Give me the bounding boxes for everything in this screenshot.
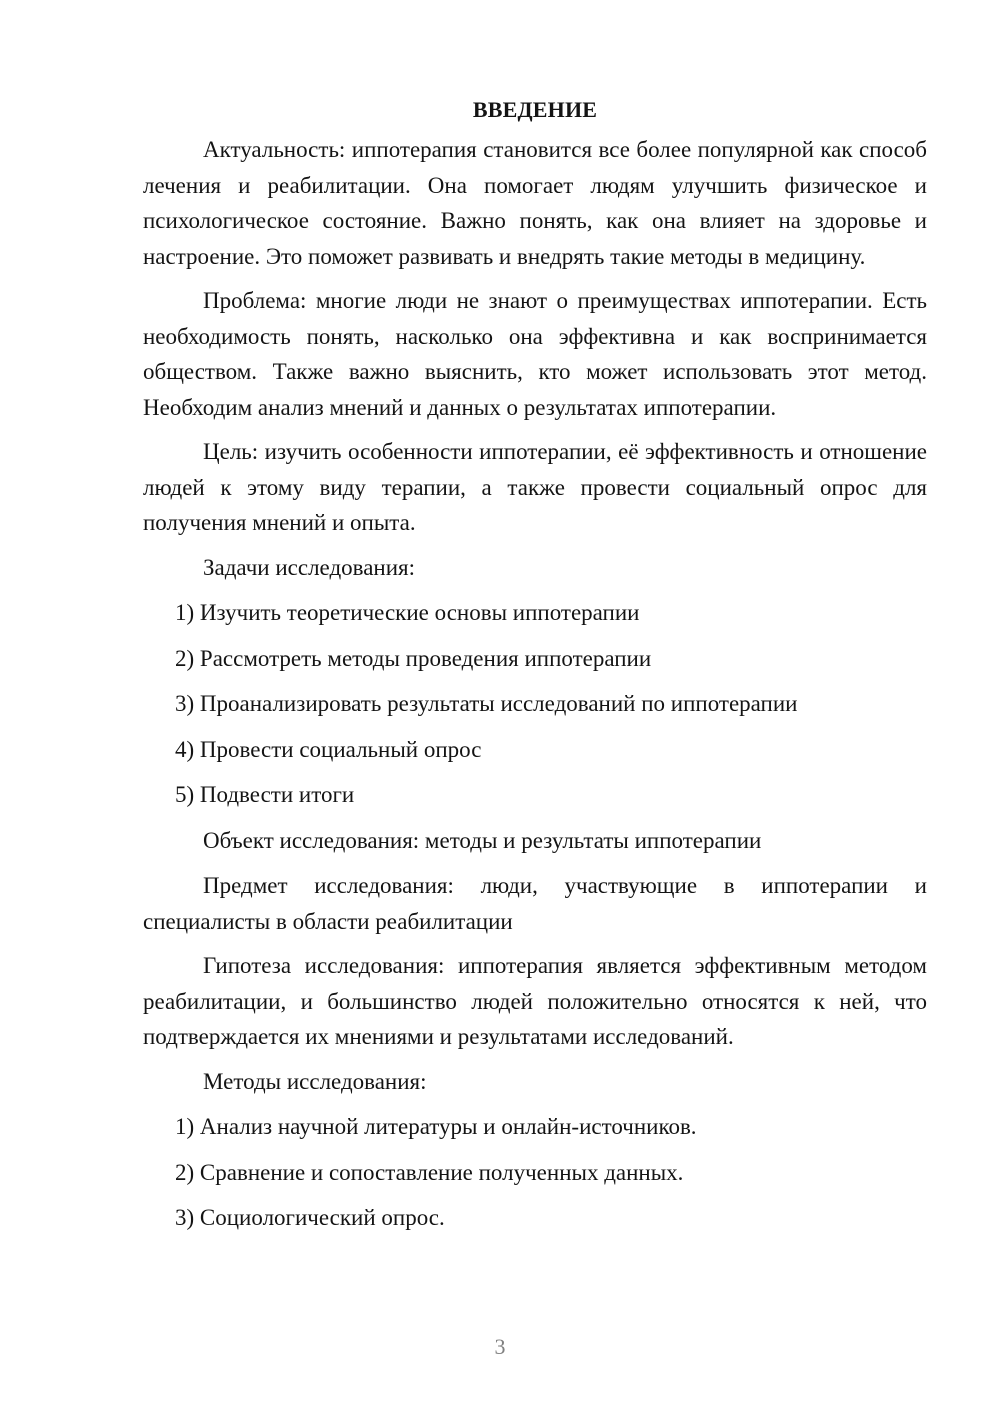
task-item: 3) Проанализировать результаты исследований по иппотерапии: [175, 691, 798, 716]
task-item: 4) Провести социальный опрос: [175, 736, 482, 762]
problem-paragraph: Проблема: многие люди не знают о преимуществах иппотерапии. Есть необходимость понять, насколько она эффективна и как воспринимается обществом. Также важно выяснить, кто может использовать этот метод. Необходим анализ мнений и данных о результатах иппотерапии.: [143, 288, 927, 420]
tasks-list: [143, 595, 927, 813]
task-item: 2) Рассмотреть методы проведения иппотерапии: [175, 645, 652, 671]
hypothesis-paragraph: Гипотеза исследования: иппотерапия является эффективным методом реабилитации, и большинство людей положительно относятся к ней, что подтверждается их мнениями и результатами исследований.: [143, 953, 927, 1049]
tasks-heading: Задачи исследования:: [203, 554, 416, 580]
methods-list: [143, 1109, 927, 1236]
object-paragraph: Объект исследования: методы и результаты иппотерапии: [203, 827, 762, 853]
method-item: 3) Социологический опрос.: [175, 1205, 445, 1230]
relevance-paragraph: Актуальность: иппотерапия становится все более популярной как способ лечения и реабилитации. Она помогает людям улучшить физическое и психологическое состояние. Важно понять, как она влияет на здоровье и настроение. Это поможет развивать и внедрять такие методы в медицину.: [143, 137, 927, 269]
method-item: 2) Сравнение и сопоставление полученных данных.: [175, 1159, 684, 1185]
method-item: 1) Анализ научной литературы и онлайн-источников.: [175, 1114, 697, 1139]
page-content: [143, 93, 927, 1246]
page-number: 3: [494, 1334, 506, 1359]
subject-paragraph: Предмет исследования: люди, участвующие в иппотерапии и специалисты в области реабилитации: [143, 873, 927, 934]
section-title: ВВЕДЕНИЕ: [472, 97, 598, 122]
methods-heading: Методы исследования:: [203, 1068, 427, 1094]
goal-paragraph: Цель: изучить особенности иппотерапии, её эффективность и отношение людей к этому виду терапии, а также провести социальный опрос для получения мнений и опыта.: [143, 439, 927, 535]
task-item: 1) Изучить теоретические основы иппотерапии: [175, 600, 640, 625]
task-item: 5) Подвести итоги: [175, 782, 355, 807]
